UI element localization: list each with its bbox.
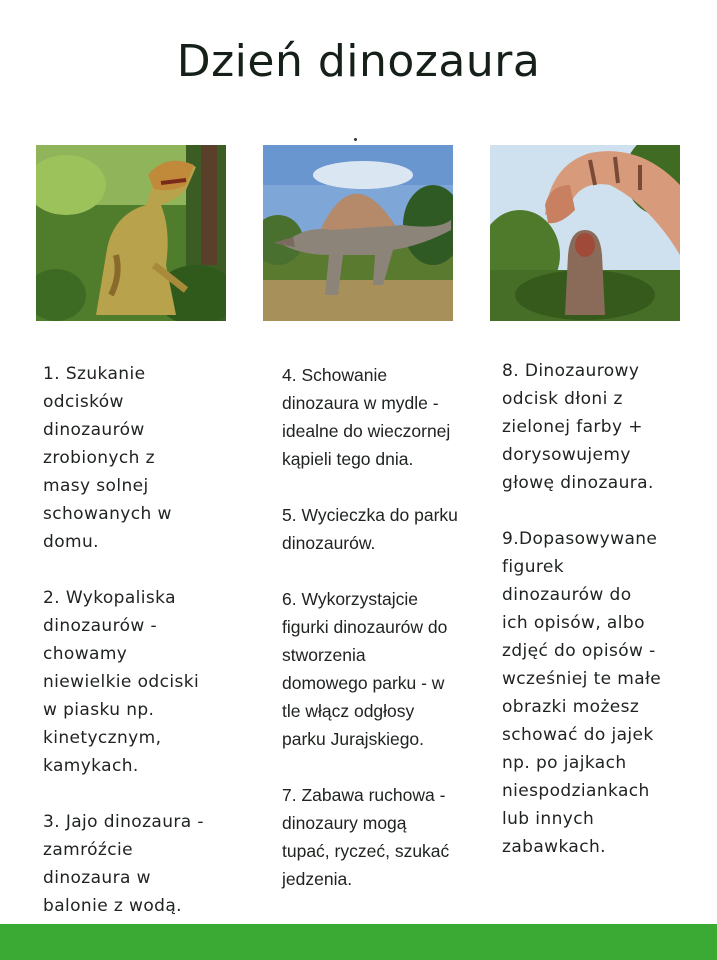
activity-item: 2. Wykopaliska dinozaurów - chowamy niewielkie odciski w piasku np. kinetycznym, kamykach.	[43, 588, 200, 776]
activity-item: 6. Wykorzystajcie figurki dinozaurów do stworzenia domowego parku - w tle włącz odgłosy parku Jurajskiego.	[282, 589, 448, 749]
activities-column-1	[43, 360, 243, 948]
page-title: Dzień dinozaura	[176, 36, 541, 87]
stray-dot	[354, 138, 357, 141]
activities-column-3	[502, 357, 702, 889]
long-neck-dinosaur-park-photo	[490, 145, 680, 321]
activity-item: 5. Wycieczka do parku dinozaurów.	[282, 505, 458, 553]
activity-item: 1. Szukanie odcisków dinozaurów zrobionych z masy solnej schowanych w domu.	[43, 364, 172, 552]
activity-item: 3. Jajo dinozaura - zamróźcie dinozaura w balonie z wodą.	[43, 812, 204, 916]
activity-item: 9.Dopasowywane figurek dinozaurów do ich opisów, albo zdjęć do opisów - wcześniej te małe obrazki możesz schować do jajek np. po jajkach niespodziankach lub innych zabawkach.	[502, 529, 662, 857]
activities-column-2	[282, 361, 492, 921]
spinosaurus-meadow-photo	[263, 145, 453, 321]
footer-accent-bar	[0, 924, 717, 960]
activity-item: 7. Zabawa ruchowa - dinozaury mogą tupać, ryczeć, szukać jedzenia.	[282, 785, 450, 889]
t-rex-forest-photo	[36, 145, 226, 321]
activity-item: 8. Dinozaurowy odcisk dłoni z zielonej farby + dorysowujemy głowę dinozaura.	[502, 361, 654, 493]
activity-item: 4. Schowanie dinozaura w mydle - idealne do wieczornej kąpieli tego dnia.	[282, 365, 451, 469]
